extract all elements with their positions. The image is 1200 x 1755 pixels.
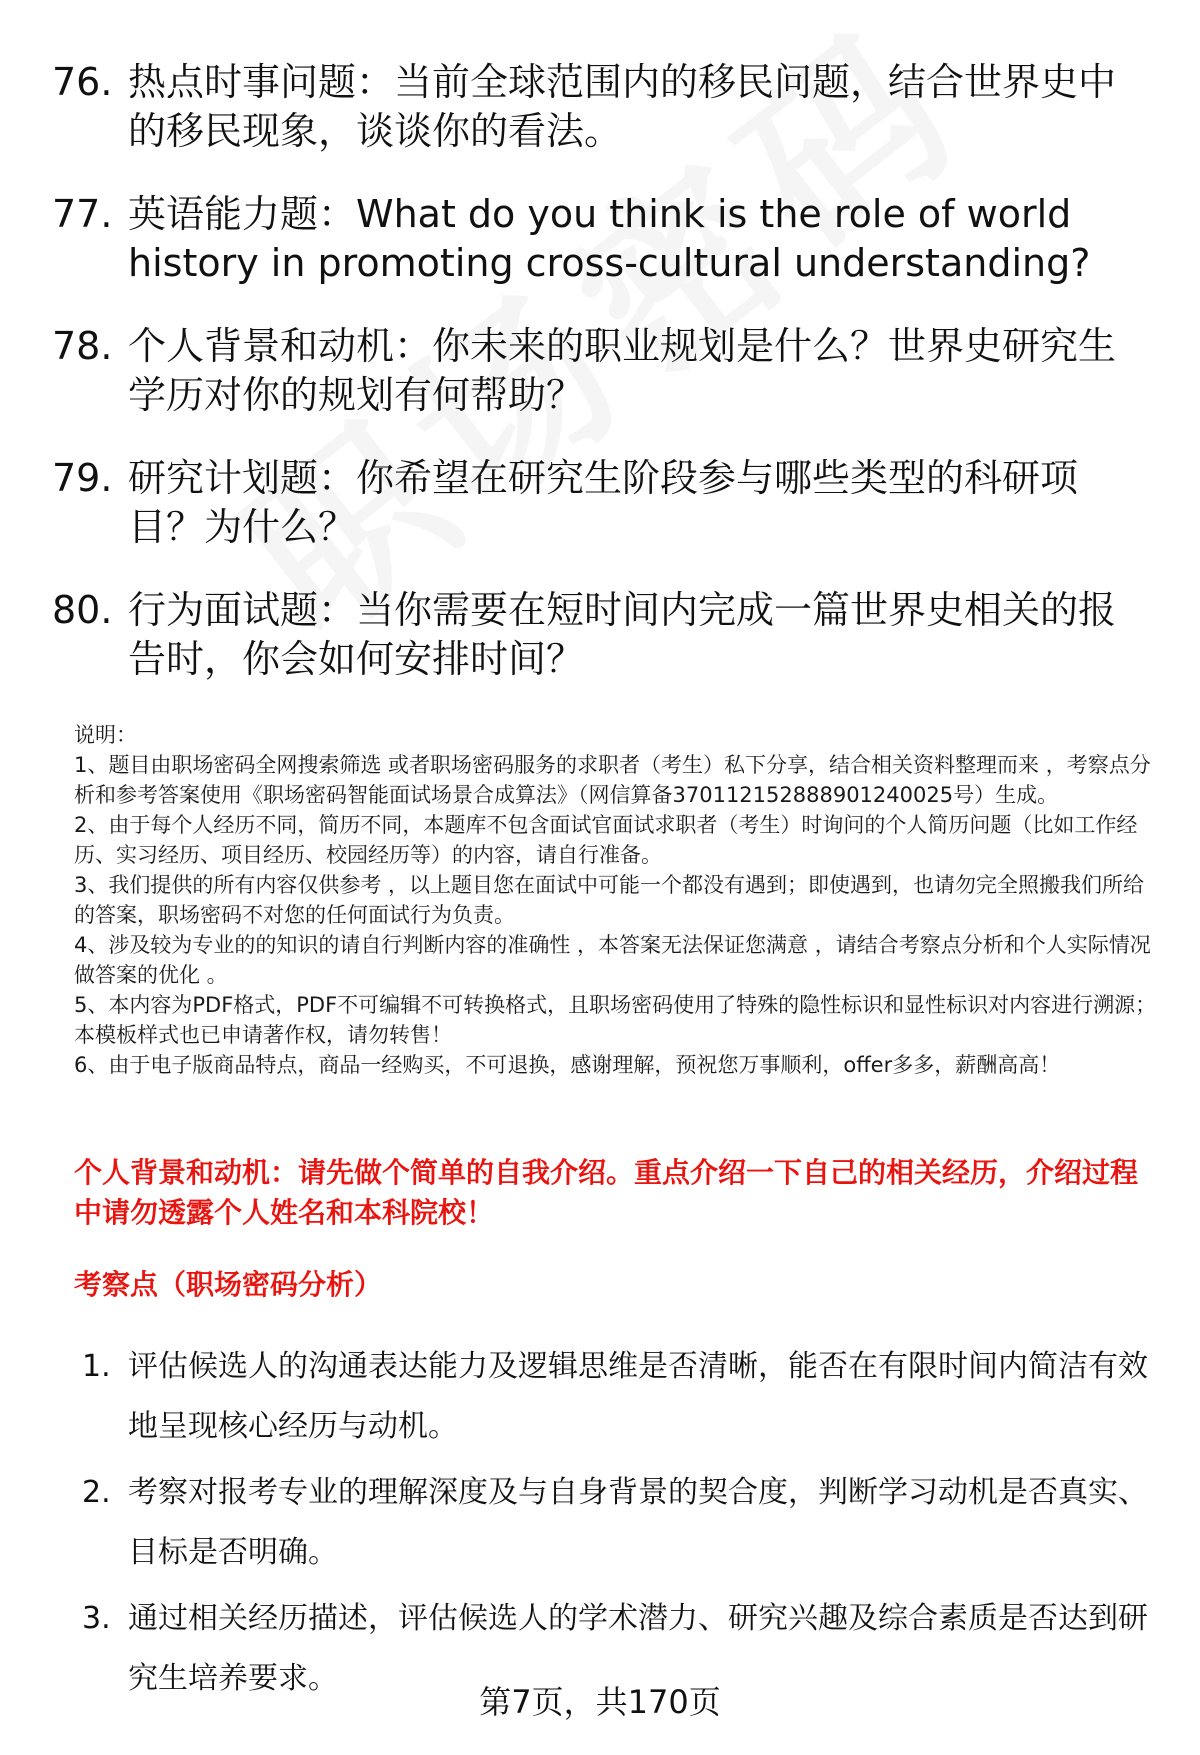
analysis-point [82, 1337, 1162, 1457]
analysis-point-text: 评估候选人的沟通表达能力及逻辑思维是否清晰，能否在有限时间内简洁有效地呈现核心经历与动机。 [128, 1349, 1148, 1444]
question-text: 研究计划题：你希望在研究生阶段参与哪些类型的科研项目？为什么？ [128, 456, 1079, 549]
note-item: 3、我们提供的所有内容仅供参考 ，以上题目您在面试中可能一个都没有遇到；即使遇到，也请勿完全照搬我们所给的答案，职场密码不对您的任何面试行为负责。 [74, 873, 1145, 927]
note-item: 6、由于电子版商品特点，商品一经购买，不可退换，感谢理解，预祝您万事顺利，offer多多，薪酬高高！ [74, 1053, 1061, 1077]
analysis-point [82, 1463, 1162, 1583]
question-number: 76. [52, 60, 113, 104]
question-number: 78. [52, 324, 113, 368]
note-item: 5、本内容为PDF格式，PDF不可编辑不可转换格式，且职场密码使用了特殊的隐性标识和显性标识对内容进行溯源；本模板样式也已申请著作权，请勿转售！ [74, 993, 1157, 1047]
notes-title: 说明： [74, 723, 137, 747]
page-number-footer: 第7页，共170页 [479, 1683, 721, 1721]
question-item [52, 454, 1152, 552]
notes-section [74, 720, 1160, 1080]
analysis-point-text: 考察对报考专业的理解深度及与自身背景的契合度，判断学习动机是否真实、目标是否明确。 [128, 1475, 1148, 1570]
note-item: 2、由于每个人经历不同，简历不同，本题库不包含面试官面试求职者（考生）时询问的个人简历问题（比如工作经历、实习经历、项目经历、校园经历等）的内容，请自行准备。 [74, 813, 1138, 867]
question-item [52, 190, 1152, 288]
question-text: 行为面试题：当你需要在短时间内完成一篇世界史相关的报告时，你会如何安排时间？ [128, 588, 1117, 681]
question-text: 热点时事问题：当前全球范围内的移民问题，结合世界史中的移民现象，谈谈你的看法。 [128, 60, 1117, 153]
question-item [52, 586, 1152, 684]
question-list [52, 58, 1152, 718]
question-item [52, 58, 1152, 156]
highlight-question: 个人背景和动机：请先做个简单的自我介绍。重点介绍一下自己的相关经历，介绍过程中请勿透露个人姓名和本科院校！ [74, 1156, 1139, 1229]
analysis-points [82, 1337, 1162, 1715]
analysis-point-number: 2. [82, 1475, 111, 1510]
note-item: 1、题目由职场密码全网搜索筛选 或者职场密码服务的求职者（考生）私下分享，结合相关资料整理而来 ，考察点分析和参考答案使用《职场密码智能面试场景合成算法》（网信算备370112152888901240025号）生成。 [74, 753, 1151, 807]
analysis-heading: 考察点（职场密码分析） [74, 1268, 383, 1301]
question-text: 个人背景和动机：你未来的职业规划是什么？世界史研究生学历对你的规划有何帮助？ [128, 324, 1117, 417]
analysis-point-text: 通过相关经历描述，评估候选人的学术潜力、研究兴趣及综合素质是否达到研究生培养要求。 [128, 1601, 1148, 1696]
question-item [52, 322, 1152, 420]
note-item: 4、涉及较为专业的的知识的请自行判断内容的准确性 ，本答案无法保证您满意 ，请结合考察点分析和个人实际情况做答案的优化 。 [74, 933, 1151, 987]
analysis-point-number: 1. [82, 1349, 111, 1384]
question-number: 77. [52, 192, 113, 236]
question-text: 英语能力题：What do you think is the role of world history in promoting cross-cultural understanding? [128, 192, 1091, 285]
question-number: 79. [52, 456, 113, 500]
question-number: 80. [52, 588, 113, 632]
analysis-point-number: 3. [82, 1601, 111, 1636]
